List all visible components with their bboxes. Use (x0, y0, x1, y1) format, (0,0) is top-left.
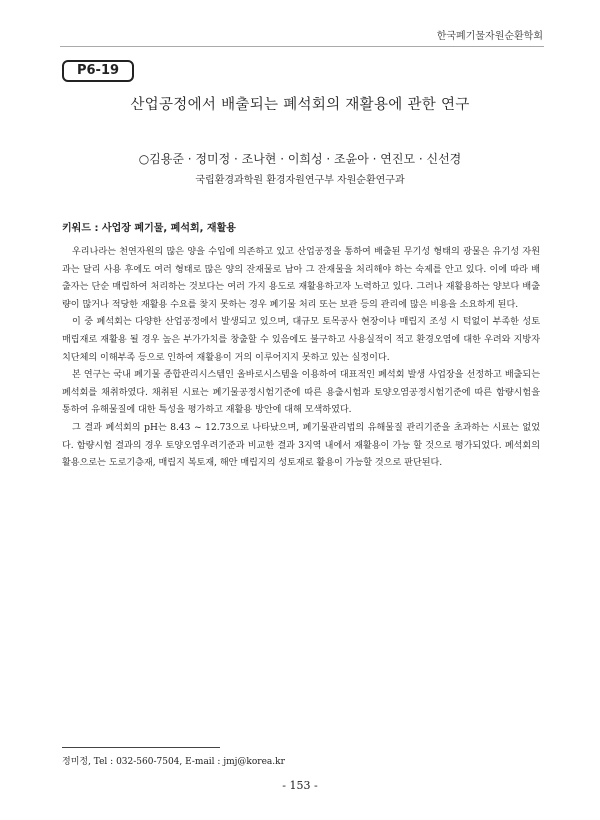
paper-title: 산업공정에서 배출되는 폐석회의 재활용에 관한 연구 (130, 97, 470, 113)
paper-authors: ○김용준 · 정미정 · 조나현 · 이희성 · 조윤아 · 연진모 · 신선경 (138, 152, 462, 166)
paragraph: 우리나라는 천연자원의 많은 양을 수입에 의존하고 있고 산업공정을 통하여 배출된 무기성 형태의 광물은 유기성 자원과는 달리 사용 후에도 여러 형태로 많은 양의 잔재물로 남아 그 잔재물을 처리해야 하는 숙제를 안고 있다. 이에 따라 배출자는 단순 매립하여 처리하는 것보다는 여러 가지 용도로 재활용하고자 노력하고 있다. 그러나 재활용하는 양보다 배출량이 많거나 적당한 재활용 수요를 찾지 못하는 경우 폐기물 처리 또는 보관 등의 관리에 많은 비용을 소요하게 된다. (62, 247, 540, 310)
paragraph: 본 연구는 국내 폐기물 종합관리시스템인 올바로시스템을 이용하여 대표적인 폐석회 발생 사업장을 선정하고 배출되는 폐석회를 채취하였다. 채취된 시료는 폐기물공정시험기준에 따른 용출시험과 토양오염공정시험기준에 따른 함량시험을 통하여 유해물질에 대한 특성을 평가하고 재활용 방안에 대해 모색하였다. (62, 370, 540, 416)
footnote: 정미정, Tel : 032-560-7504, E-mail : jmj@korea.kr (62, 757, 285, 767)
page-number: - 153 - (282, 779, 318, 792)
abstract-body (62, 244, 540, 473)
header-rule (60, 46, 544, 47)
paper-affiliation: 국립환경과학원 환경자원연구부 자원순환연구과 (195, 175, 405, 186)
paper-code: P6-19 (62, 60, 134, 82)
keywords: 키워드 : 사업장 폐기물, 폐석회, 재활용 (62, 223, 236, 234)
footnote-rule (62, 747, 220, 748)
paragraph: 그 결과 폐석회의 pH는 8.43 ~ 12.73으로 나타났으며, 폐기물관리법의 유해물질 관리기준을 초과하는 시료는 없었다. 함량시험 결과의 경우 토양오염우려기준과 비교한 결과 3지역 내에서 재활용이 가능 할 것으로 평가되었다. 폐석회의 활용으로는 도로기층재, 매립지 복토재, 해안 매립지의 성토재로 활용이 가능할 것으로 판단된다. (62, 422, 540, 469)
paragraph: 이 중 폐석회는 다양한 산업공정에서 발생되고 있으며, 대규모 토목공사 현장이나 매립지 조성 시 턱없이 부족한 성토 매립재로 재활용 될 경우 높은 부가가치를 창출할 수 있음에도 불구하고 사용실적이 적고 환경오염에 대한 우려와 지방자치단체의 이해부족 등으로 인하여 재활용이 거의 이루어지지 못하고 있는 실정이다. (62, 317, 540, 363)
society-header: 한국폐기물자원순환학회 (436, 31, 543, 42)
